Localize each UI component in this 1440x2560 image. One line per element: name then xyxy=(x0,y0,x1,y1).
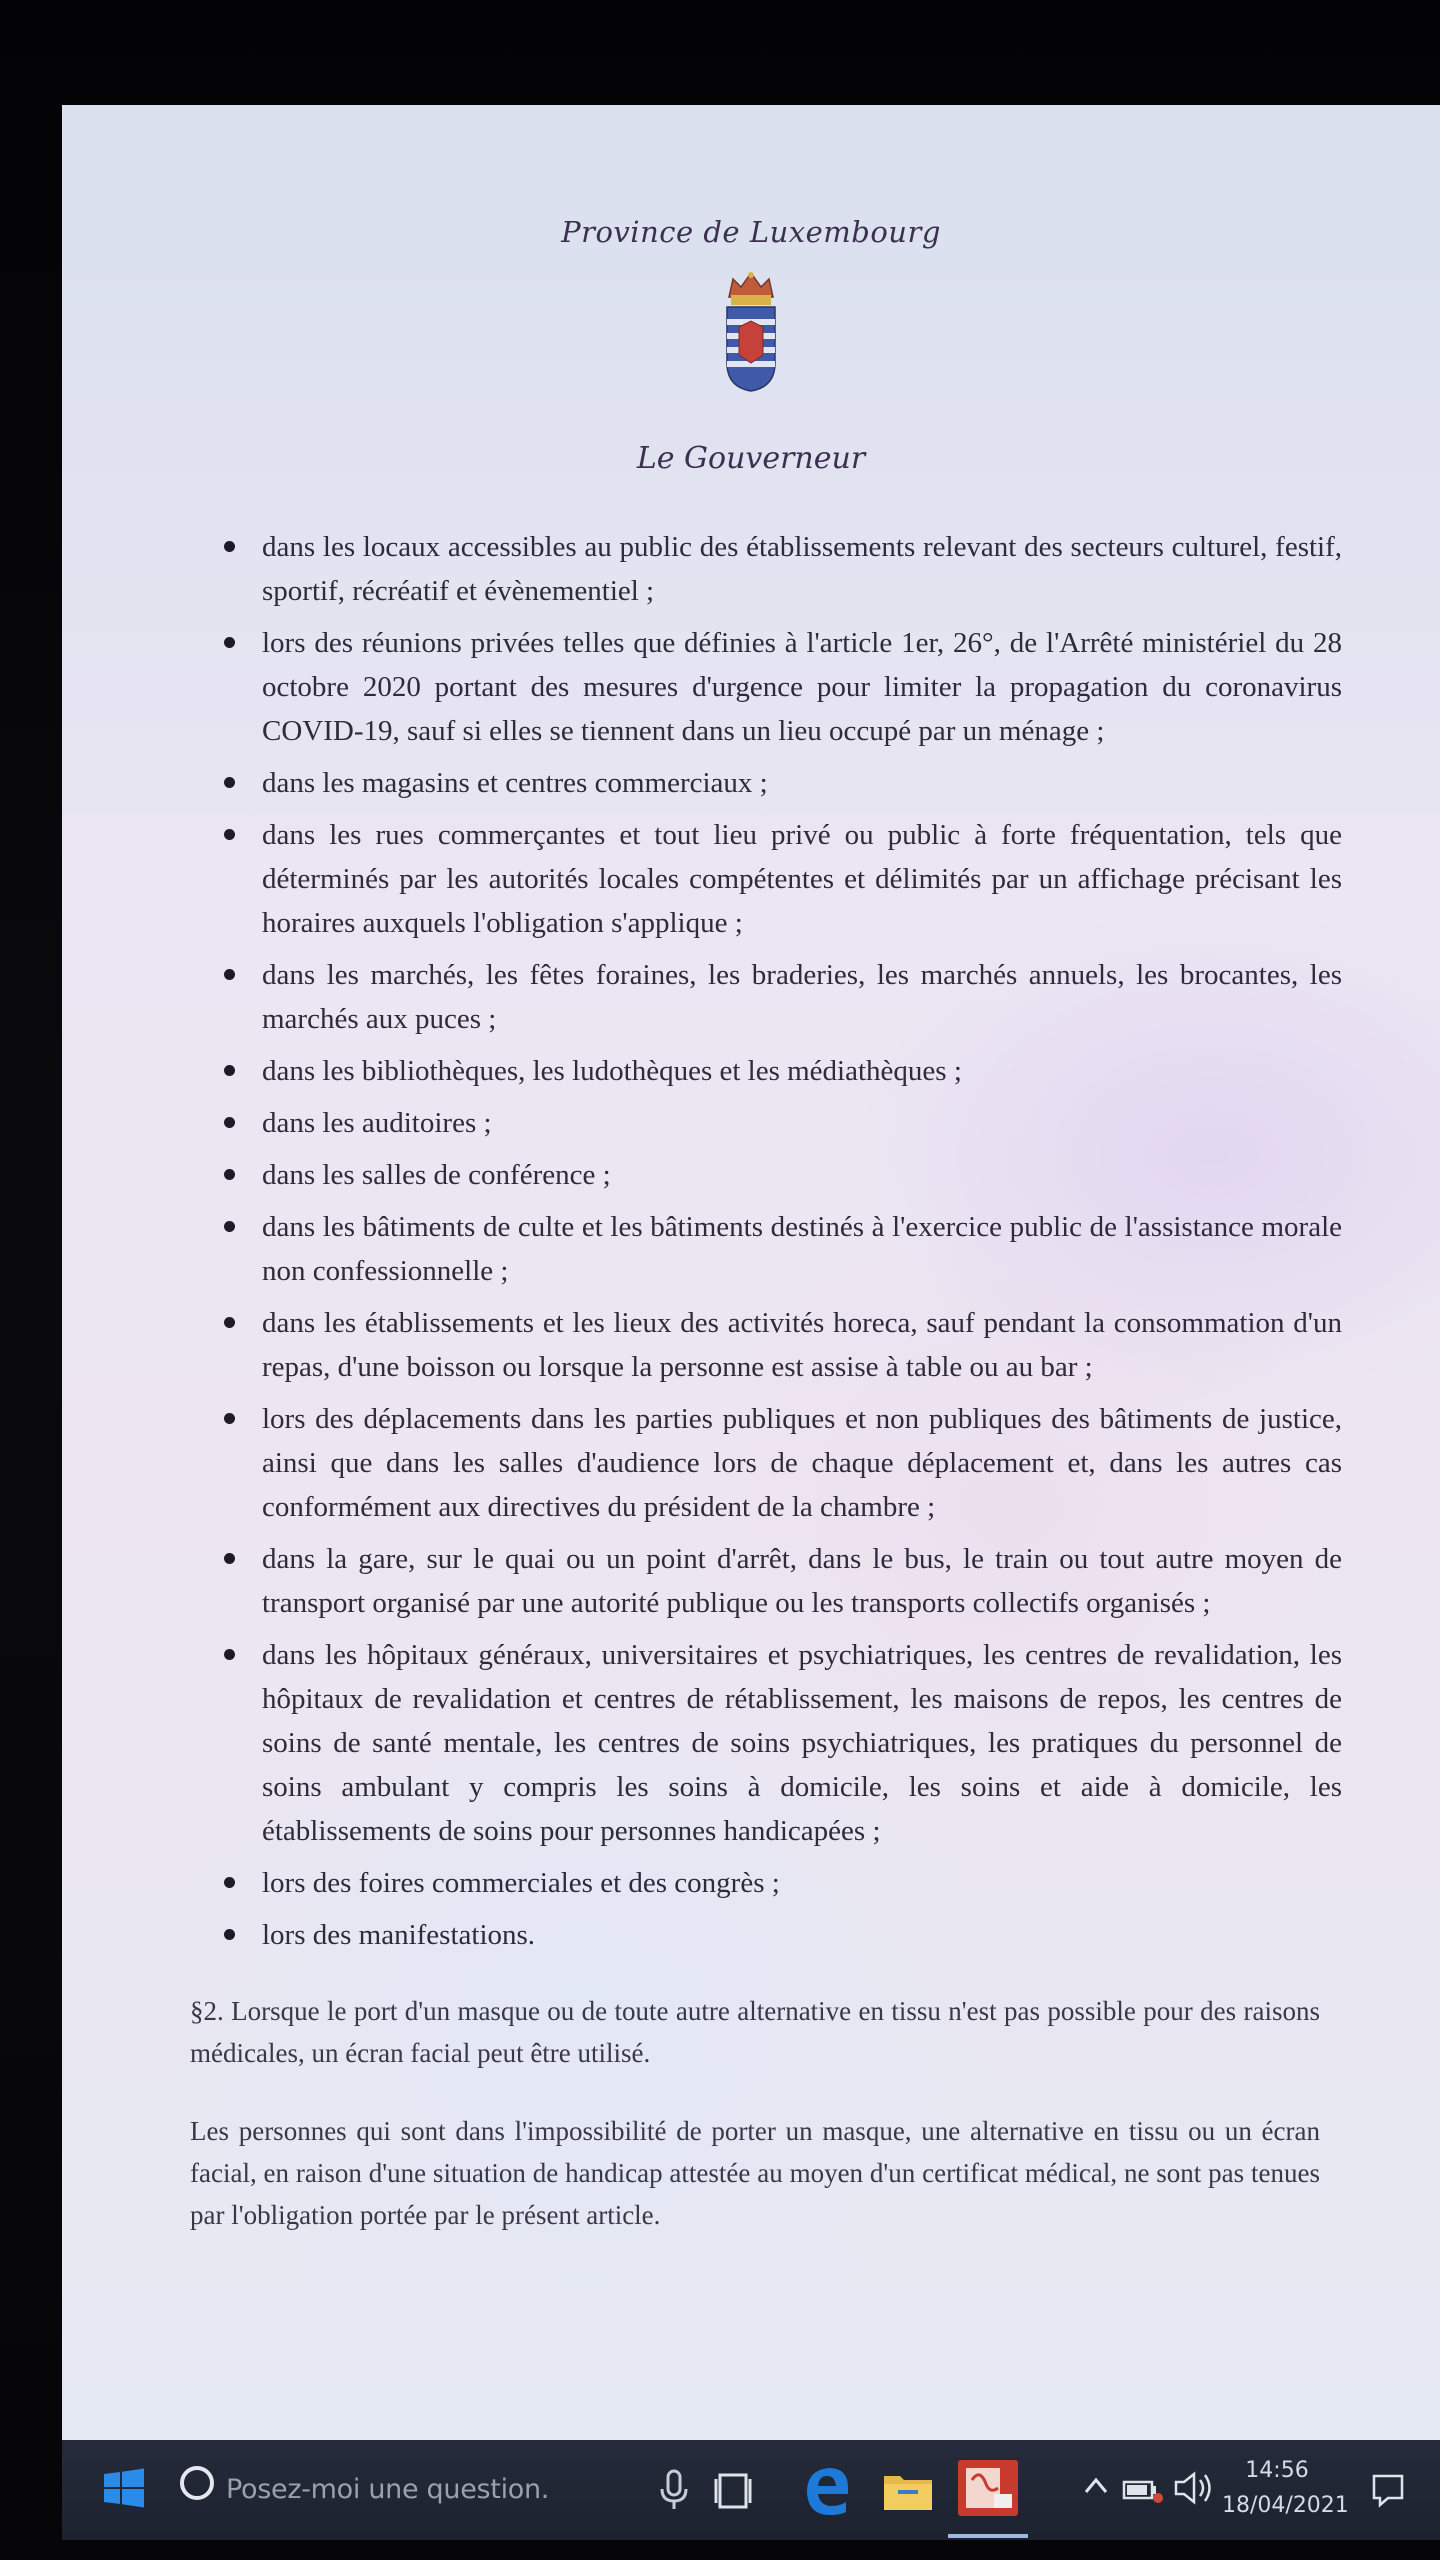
system-clock[interactable] xyxy=(1222,2454,1349,2524)
document-page xyxy=(62,105,1440,2440)
task-view-icon[interactable] xyxy=(712,2469,756,2513)
province-heading: Province de Luxembourg xyxy=(561,215,941,249)
microphone-icon[interactable] xyxy=(652,2467,696,2513)
list-item: dans les bibliothèques, les ludothèques et les médiathèques ; xyxy=(262,1049,1342,1093)
list-item: dans les salles de conférence ; xyxy=(262,1153,1342,1197)
document-viewer[interactable] xyxy=(62,105,1440,2440)
windows-logo-icon[interactable] xyxy=(104,2468,144,2508)
governor-heading: Le Gouverneur xyxy=(636,441,866,476)
list-item: lors des réunions privées telles que définies à l'article 1er, 26°, de l'Arrêté ministériel du 28 octobre 2020 portant des mesures d'urgence pour limiter la propagation du coronavirus COVID-19, sauf si elles se tiennent dans un lieu occupé par un ménage ; xyxy=(262,621,1342,753)
chevron-up-icon[interactable] xyxy=(1080,2470,1112,2502)
list-item: dans les magasins et centres commerciaux ; xyxy=(262,761,1342,805)
list-item: lors des foires commerciales et des congrès ; xyxy=(262,1861,1342,1905)
clock-time: 14:56 xyxy=(1245,2458,1309,2483)
edge-browser-icon[interactable] xyxy=(802,2462,852,2516)
active-app-indicator xyxy=(948,2534,1028,2538)
list-item: dans la gare, sur le quai ou un point d'arrêt, dans le bus, le train ou tout autre moyen de transport organisé par une autorité publique ou les transports collectifs organisés ; xyxy=(262,1537,1342,1625)
list-item: dans les locaux accessibles au public des établissements relevant des secteurs culturel, festif, sportif, récréatif et évènementiel ; xyxy=(262,525,1342,613)
pdf-reader-icon[interactable] xyxy=(954,2458,1022,2518)
windows-taskbar xyxy=(62,2440,1440,2540)
list-item: lors des déplacements dans les parties publiques et non publiques des bâtiments de justice, ainsi que dans les salles d'audience lors de chaque déplacement et, dans les autres cas conformément aux directives du président de la chambre ; xyxy=(262,1397,1342,1529)
search-box[interactable]: Posez-moi une question. xyxy=(226,2474,550,2505)
exemption-paragraph: Les personnes qui sont dans l'impossibilité de porter un masque, une alternative en tissu ou un écran facial, en raison d'une situation de handicap attestée au moyen d'un certificat médical, ne sont pas tenues par l'obligation portée par le présent article. xyxy=(190,2116,1320,2230)
list-item: lors des manifestations. xyxy=(262,1913,1342,1957)
list-item: dans les auditoires ; xyxy=(262,1101,1342,1145)
list-item: dans les bâtiments de culte et les bâtiments destinés à l'exercice public de l'assistance morale non confessionnelle ; xyxy=(262,1205,1342,1293)
measures-list xyxy=(262,525,1342,1965)
cortana-ring-icon[interactable] xyxy=(180,2466,214,2500)
list-item: dans les établissements et les lieux des activités horeca, sauf pendant la consommation d'un repas, d'une boisson ou lorsque la personne est assise à table ou au bar ; xyxy=(262,1301,1342,1389)
clock-date: 18/04/2021 xyxy=(1222,2493,1349,2518)
letterhead xyxy=(62,215,1440,476)
list-item: dans les hôpitaux généraux, universitaires et psychiatriques, les centres de revalidation, les hôpitaux de revalidation et centres de rétablissement, les maisons de repos, les centres de soins de santé mentale, les centres de soins psychiatriques, les pratiques du personnel de soins ambulant y compris les soins à domicile, les soins et aide à domicile, les établissements de soins pour personnes handicapées ; xyxy=(262,1633,1342,1853)
file-explorer-icon[interactable] xyxy=(882,2468,934,2512)
battery-icon[interactable] xyxy=(1122,2474,1166,2504)
list-item: dans les marchés, les fêtes foraines, les braderies, les marchés annuels, les brocantes, les marchés aux puces ; xyxy=(262,953,1342,1041)
list-item: dans les rues commerçantes et tout lieu privé ou public à forte fréquentation, tels que déterminés par les autorités locales compétentes et délimités par un affichage précisant les horaires auxquels l'obligation s'applique ; xyxy=(262,813,1342,945)
coat-of-arms-icon xyxy=(719,267,783,393)
section-2-paragraph: §2. Lorsque le port d'un masque ou de toute autre alternative en tissu n'est pas possible pour des raisons médicales, un écran facial peut être utilisé. xyxy=(190,1996,1320,2068)
notifications-icon[interactable] xyxy=(1370,2472,1406,2508)
volume-icon[interactable] xyxy=(1172,2468,1216,2508)
